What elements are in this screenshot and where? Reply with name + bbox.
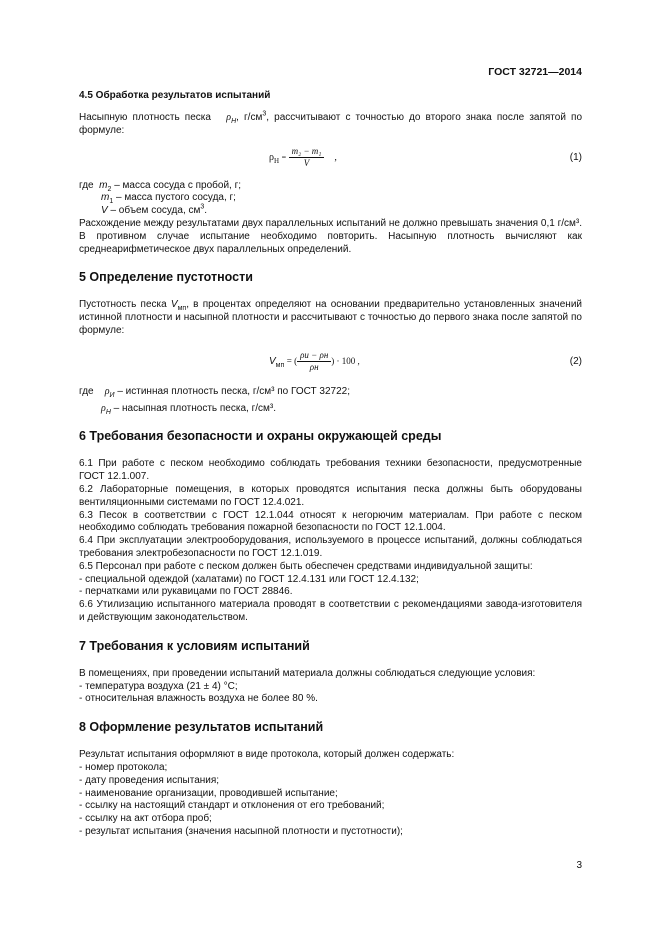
page-header-standard: ГОСТ 32721—2014 xyxy=(488,66,582,78)
list-item: - специальной одеждой (халатами) по ГОСТ 12.4.131 или ГОСТ 12.4.132; xyxy=(79,573,419,585)
list-item: - ссылку на настоящий стандарт и отклонения от его требований; xyxy=(79,800,385,812)
section-6-title: 6 Требования безопасности и охраны окружающей среды xyxy=(79,429,442,444)
page-number: 3 xyxy=(576,860,582,871)
s8-paragraph-1: Результат испытания оформляют в виде протокола, который должен содержать: xyxy=(79,749,455,761)
list-item: - номер протокола; xyxy=(79,761,168,773)
list-item: - температура воздуха (21 ± 4) °С; xyxy=(79,680,238,692)
page-content xyxy=(79,82,582,839)
formula-1-fraction: $\frac{\text{m₂ − m₁}}{V}$ xyxy=(289,146,325,169)
formula-2-number: (2) xyxy=(569,355,582,367)
s6-paragraph-6-6: 6.6 Утилизацию испытанного материала проводят в соответствии с рекомендациями завода-изготовителя и действующим законодательством. xyxy=(79,599,582,623)
formula-1: $\rho_Н$ = $\frac{\text{m₂ − m₁}}{V}$ , (1) xyxy=(269,145,582,168)
s45-paragraph-2: Расхождение между результатами двух параллельных испытаний не должно превышать значения 0,1 г/см³. В противном случае испытание необходимо повторить. Насыпную плотность вычисляют как среднеарифметическое двух параллельных определений. xyxy=(79,217,582,255)
section-4-5-title: 4.5 Обработка результатов испытаний xyxy=(79,90,271,101)
section-5-title: 5 Определение пустотности xyxy=(79,270,253,285)
s6-paragraph-6-3: 6.3 Песок в соответствии с ГОСТ 12.1.044 относят к негорючим материалам. При работе с песком необходимо соблюдать требования пожарной безопасности по ГОСТ 12.1.004. xyxy=(79,509,582,534)
s5-definitions: где $\rho_И$ – истинная плотность песка, г/см³ по ГОСТ 32722; $\rho_Н$ – насыпная плотность песка, г/см³. xyxy=(79,385,351,416)
formula-1-number: (1) xyxy=(569,151,582,163)
s6-paragraph-6-1: 6.1 При работе с песком необходимо соблюдать требования техники безопасности, предусмотренные ГОСТ 12.1.007. xyxy=(79,458,582,483)
list-item: - ссылку на акт отбора проб; xyxy=(79,813,212,825)
s45-definitions: где $m_2$ – масса сосуда с пробой, г; $m_1$ – масса пустого сосуда, г; V – объем сосуда, $см^3$. xyxy=(79,179,242,217)
s45-paragraph-1: Насыпную плотность песка $\rho_Н$, $г/см^3$, рассчитывают с точностью до второго знака после запятой по формуле: xyxy=(79,110,583,136)
formula-2: $V_{мп}$ = ( $\frac{\rho и - \rho н}{\rho н}$ ) · 100 , (2) xyxy=(269,349,582,372)
s6-paragraph-6-2: 6.2 Лабораторные помещения, в которых проводятся испытания песка должны быть оборудованы вентиляционными системами по ГОСТ 12.4.021. xyxy=(79,483,582,508)
s7-paragraph-1: В помещениях, при проведении испытаний материала должны соблюдаться следующие условия: xyxy=(79,667,536,679)
list-item: - наименование организации, проводившей испытание; xyxy=(79,787,338,799)
list-item: - дату проведения испытания; xyxy=(79,774,220,786)
list-item: - результат испытания (значения насыпной плотности и пустотности); xyxy=(79,825,403,837)
s6-paragraph-6-4: 6.4 При эксплуатации электрооборудования, используемого в процессе испытаний, должны соблюдаться требования электробезопасности по ГОСТ 12.1.019. xyxy=(79,535,582,559)
formula-2-fraction: $\frac{\rho и - \rho н}{\rho н}$ xyxy=(297,350,331,373)
list-item: - относительная влажность воздуха не более 80 %. xyxy=(79,693,318,705)
section-7-title: 7 Требования к условиям испытаний xyxy=(79,638,310,653)
s5-paragraph-1: Пустотность песка $V_{мп}$, в процентах определяют на основании предварительно установленных значений истинной плотности и насыпной плотности и рассчитывают с точностью до первого знака после запятой по формуле: xyxy=(79,299,583,336)
s6-paragraph-6-5: 6.5 Персонал при работе с песком должен быть обеспечен средствами индивидуальной защиты: xyxy=(79,560,533,572)
section-8-title: 8 Оформление результатов испытаний xyxy=(79,720,324,735)
list-item: - перчатками или рукавицами по ГОСТ 28846. xyxy=(79,586,293,598)
